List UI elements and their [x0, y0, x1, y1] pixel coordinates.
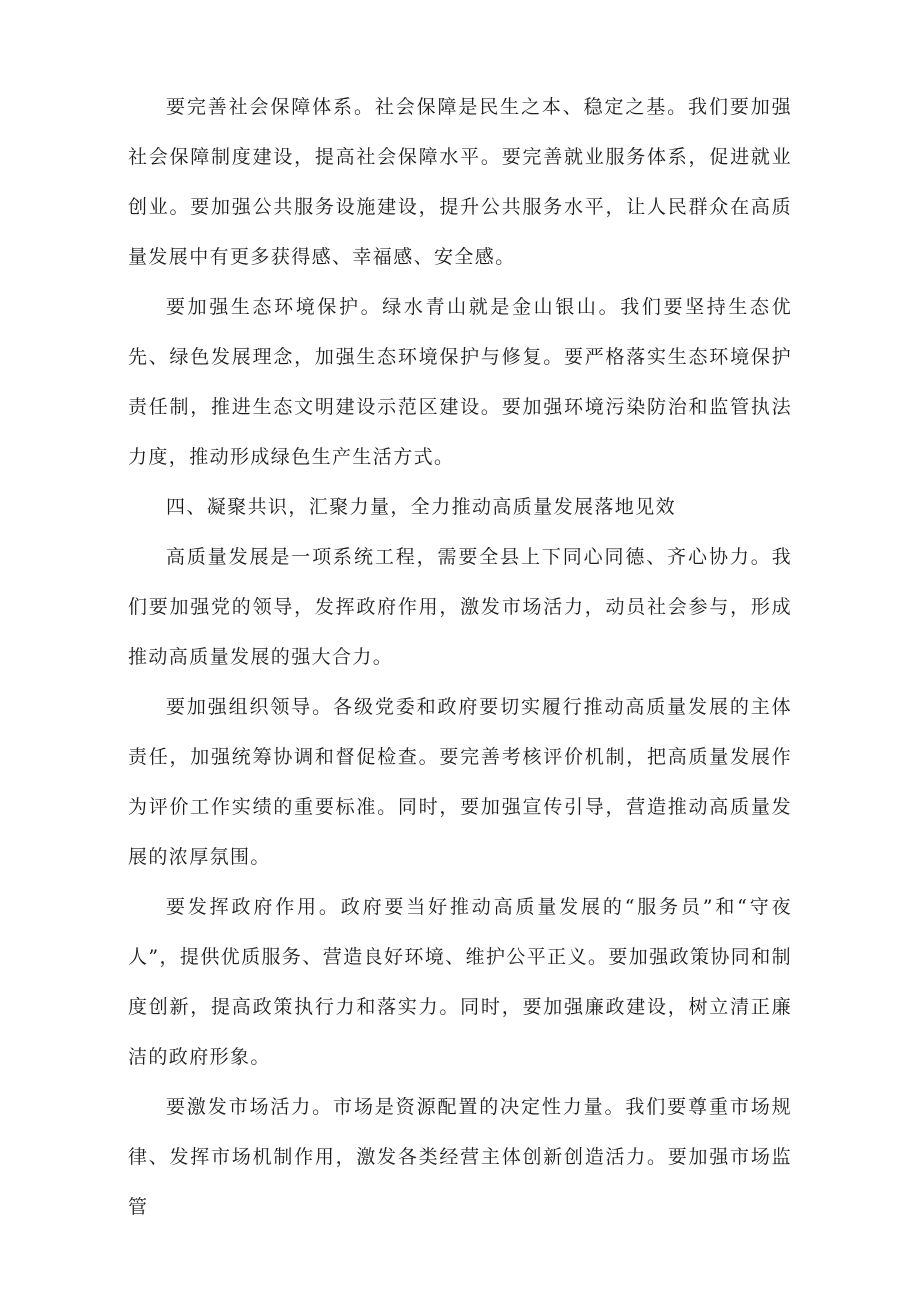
paragraph-organizational-leadership: 要加强组织领导。各级党委和政府要切实履行推动高质量发展的主体责任，加强统筹协调和督促检查。要完善考核评价机制，把高质量发展作为评价工作实绩的重要标准。同时，要加强宣传引导，营造推动高质量发展的浓厚氛围。 [128, 696, 792, 868]
paragraph-government-role: 要发挥政府作用。政府要当好推动高质量发展的“服务员”和“守夜人”，提供优质服务、营造良好环境、维护公平正义。要加强政策协同和制度创新，提高政策执行力和落实力。同时，要加强廉政建设，树立清正廉洁的政府形象。 [128, 896, 792, 1068]
paragraph-ecology: 要加强生态环境保护。绿水青山就是金山银山。我们要坚持生态优先、绿色发展理念，加强生态环境保护与修复。要严格落实生态环境保护责任制，推进生态文明建设示范区建设。要加强环境污染防治和监管执法力度，推动形成绿色生产生活方式。 [128, 296, 792, 468]
paragraph-market-vitality: 要激发市场活力。市场是资源配置的决定性力量。我们要尊重市场规律、发挥市场机制作用，激发各类经营主体创新创造活力。要加强市场监管 [128, 1096, 792, 1218]
document-body [128, 82, 792, 1232]
section-heading-four: 四、凝聚共识，汇聚力量，全力推动高质量发展落地见效 [166, 496, 677, 518]
paragraph-system-project: 高质量发展是一项系统工程，需要全县上下同心同德、齐心协力。我们要加强党的领导，发挥政府作用，激发市场活力，动员社会参与，形成推动高质量发展的强大合力。 [128, 546, 792, 668]
paragraph-social-security: 要完善社会保障体系。社会保障是民生之本、稳定之基。我们要加强社会保障制度建设，提高社会保障水平。要完善就业服务体系，促进就业创业。要加强公共服务设施建设，提升公共服务水平，让人民群众在高质量发展中有更多获得感、幸福感、安全感。 [128, 96, 792, 268]
